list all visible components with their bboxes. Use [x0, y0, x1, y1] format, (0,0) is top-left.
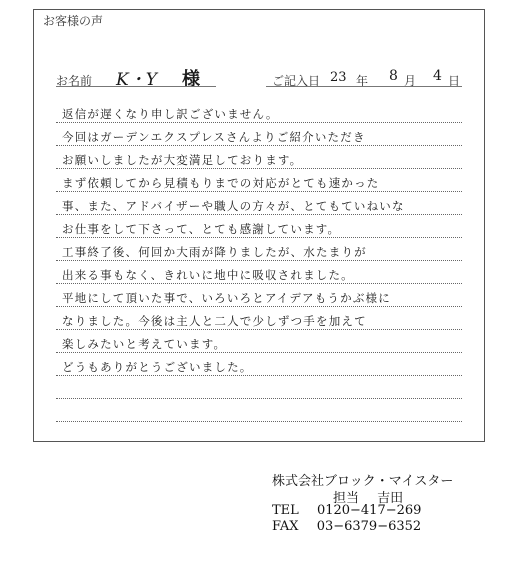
ruled-line [56, 191, 462, 192]
ruled-line [56, 306, 462, 307]
date-year-unit: 年 [356, 74, 369, 88]
company-name: 株式会社ブロック・マイスター [272, 474, 454, 489]
ruled-line [56, 237, 462, 238]
ruled-line [56, 398, 462, 399]
ruled-line [56, 122, 462, 123]
ruled-line [56, 168, 462, 169]
message-line: 平地にして頂いた事で、いろいろとアイデアもうかぶ様に [62, 291, 391, 305]
date-underline [266, 86, 462, 87]
ruled-line [56, 352, 462, 353]
tel-number: 0120−417−269 [316, 503, 422, 518]
tel-line [272, 503, 421, 518]
ruled-line [56, 260, 462, 261]
staff-label: 担当 [333, 491, 360, 506]
message-line: どうもありがとうございました。 [62, 360, 253, 374]
name-underline [56, 86, 216, 87]
message-line: 工事終了後、何回か大雨が降りましたが、水たまりが [62, 245, 367, 259]
date-year: 23 [330, 70, 347, 85]
message-line: 楽しみたいと考えています。 [62, 337, 227, 351]
customer-voice-card [33, 9, 485, 442]
message-line: 出来る事もなく、きれいに地中に吸収されました。 [62, 268, 354, 282]
ruled-line [56, 421, 462, 422]
ruled-line [56, 145, 462, 146]
fax-label: FAX [272, 519, 299, 534]
fax-line [272, 519, 421, 534]
date-month-unit: 月 [404, 74, 417, 88]
staff-name: 吉田 [377, 491, 404, 506]
message-line: 今回はガーデンエクスプレスさんよりご紹介いただき [62, 130, 366, 144]
date-day-unit: 日 [448, 74, 461, 88]
ruled-line [56, 375, 462, 376]
message-line: まず依頼してから見積もりまでの対応がとても速かった [62, 176, 380, 190]
ruled-line [56, 329, 462, 330]
ruled-line [56, 214, 462, 215]
name-value: K・Y [116, 70, 157, 90]
message-line: 事、また、アドバイザーや職人の方々が、とてもていねいな [62, 199, 405, 213]
message-line: お願いしましたが大変満足しております。 [62, 153, 303, 167]
message-line: なりました。今後は主人と二人で少しずつ手を加えて [62, 314, 367, 328]
message-line: お仕事をして下さって、とても感謝しています。 [62, 222, 341, 236]
name-label: お名前 [56, 74, 93, 88]
date-month: 8 [389, 68, 398, 84]
card-title: お客様の声 [43, 14, 104, 28]
date-label: ご記入日 [272, 74, 321, 88]
name-suffix: 様 [182, 69, 200, 90]
date-day: 4 [433, 68, 442, 84]
fax-number: 03−6379−6352 [316, 519, 422, 534]
tel-label: TEL [272, 503, 299, 518]
ruled-line [56, 283, 462, 284]
message-line: 返信が遅くなり申し訳ございません。 [62, 107, 279, 121]
